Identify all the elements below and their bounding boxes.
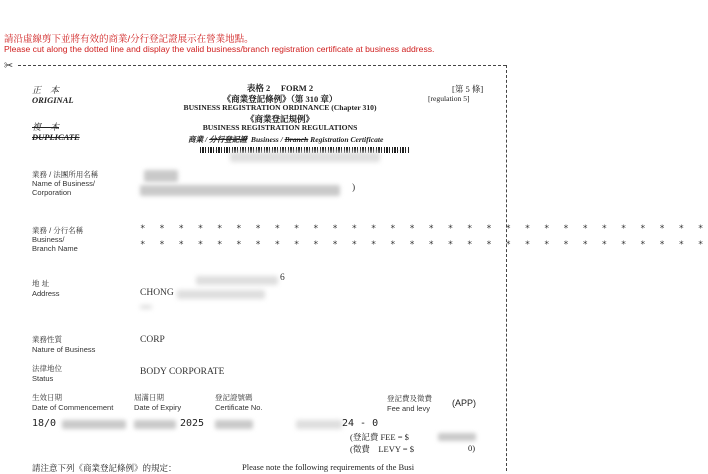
duplicate-label-en: DUPLICATE — [32, 132, 80, 142]
nature-label-en: Nature of Business — [32, 345, 96, 354]
business-name-value: ) — [352, 183, 356, 193]
status-label-zh: 法律地位 — [32, 364, 62, 373]
redaction-address-1 — [196, 276, 278, 285]
nature-value: CORP — [140, 335, 165, 345]
expiry-value: 2025 — [180, 418, 205, 429]
fee-label-en: Fee and levy — [387, 404, 430, 413]
original-label-zh: 正 本 — [32, 85, 60, 95]
cut-notice-en: Please cut along the dotted line and display the valid business/branch registration certificate at business address. — [4, 44, 435, 54]
redaction-address-2 — [177, 290, 265, 299]
branch-name-label-zh: 業務 / 分行名稱 — [32, 226, 84, 235]
redaction-business-name-2 — [140, 185, 340, 196]
form-number: 表格 2 FORM 2 — [246, 83, 314, 93]
business-name-label-zh: 業務 / 法團所用名稱 — [32, 170, 99, 179]
redaction-expiry — [134, 420, 176, 429]
levy-value: 0) — [468, 443, 476, 453]
cert-type-en-rest: Registration Certificate — [308, 135, 384, 144]
fee-line: (登記費 FEE = $ — [350, 432, 409, 442]
address-label-en: Address — [32, 289, 60, 298]
regulations-zh: 《商業登記規例》 — [245, 114, 314, 124]
cert-type-zh-branch: 分行登記證 — [209, 135, 248, 144]
address-value-line1: CHONG — [140, 288, 174, 298]
redaction-commencement — [62, 420, 126, 429]
cert-type-zh-business: 商業 / — [188, 135, 210, 144]
regulations-en: BUSINESS REGISTRATION REGULATIONS — [202, 123, 358, 132]
cert-type-en-branch: Branch — [284, 135, 309, 144]
redaction-fee — [438, 433, 476, 441]
redaction-barcode — [230, 152, 380, 162]
branch-name-stars-2: * * * * * * * * * * * * * * * * * * * * * * * * * * * * * * — [140, 240, 708, 250]
fee-label-zh: 登記費及徵費 — [387, 394, 432, 403]
certificate-no-label-zh: 登記證號碼 — [215, 393, 253, 402]
commencement-label-zh: 生效日期 — [32, 393, 62, 402]
expiry-label-zh: 屆滿日期 — [134, 393, 164, 402]
levy-line: (徵費 LEVY = $ — [350, 444, 414, 454]
ordinance-en: BUSINESS REGISTRATION ORDINANCE (Chapter 310) — [183, 103, 377, 112]
original-label-en: ORIGINAL — [32, 95, 74, 105]
commencement-label-en: Date of Commencement — [32, 403, 114, 412]
branch-name-label-en1: Business/ — [32, 235, 65, 244]
address-value-tail: 6 — [280, 273, 285, 283]
certificate-type — [188, 134, 383, 145]
scissors-icon: ✂ — [4, 59, 14, 72]
branch-name-stars-1: * * * * * * * * * * * * * * * * * * * * * * * * * * * * * * — [140, 224, 708, 234]
certificate-no-label-en: Certificate No. — [215, 403, 263, 412]
status-label-en: Status — [32, 374, 54, 383]
business-name-label-en1: Name of Business/ — [32, 179, 95, 188]
redaction-business-name-1 — [144, 170, 178, 182]
nature-label-zh: 業務性質 — [32, 335, 62, 344]
fee-app-marker: (APP) — [452, 398, 477, 408]
expiry-label-en: Date of Expiry — [134, 403, 182, 412]
status-value: BODY CORPORATE — [140, 367, 225, 377]
redaction-certificate-1 — [215, 420, 253, 429]
dotted-cut-line — [18, 65, 506, 66]
ordinance-zh: 《商業登記條例》（第 310 章） — [222, 94, 338, 104]
redaction-certificate-2 — [296, 420, 342, 429]
section-en: [regulation 5] — [428, 94, 470, 103]
branch-name-label-en2: Branch Name — [32, 244, 78, 253]
cert-type-en-business: Business / — [250, 135, 285, 144]
address-label-zh: 地 址 — [32, 279, 50, 288]
redaction-address-3 — [140, 305, 152, 309]
certificate-no-value: 24 - 0 — [342, 418, 379, 429]
footer-note-en: Please note the following requirements of the Busi — [242, 462, 415, 472]
footer-note-zh: 請注意下列《商業登記條例》的規定： — [32, 463, 177, 473]
duplicate-label-zh: 複 本 — [32, 122, 60, 132]
section-zh: [第 5 條] — [452, 84, 484, 94]
dotted-cut-line-right — [506, 65, 507, 471]
cut-notice-zh: 請沿虛線剪下並將有效的商業/分行登記證展示在營業地點。 — [4, 34, 254, 45]
commencement-value: 18/0 — [32, 418, 57, 429]
business-name-label-en2: Corporation — [32, 188, 72, 197]
